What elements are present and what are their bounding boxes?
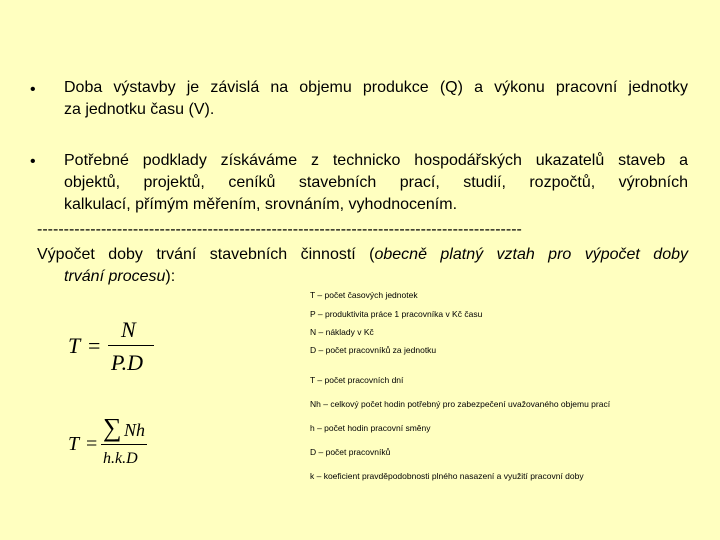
- note-1-d: D – počet pracovníků za jednotku: [310, 345, 437, 355]
- separator-line: -------------------------------------------------------------------------------------------: [37, 221, 522, 238]
- bullet-2-line-1: Potřebné podklady získáváme z technicko hospodářských ukazatelů staveb a: [64, 152, 688, 169]
- formula-1-equals: =: [88, 333, 101, 358]
- heading-text: Výpočet doby trvání stavebních činností (: [37, 246, 375, 263]
- bullet-text-1: [64, 77, 688, 121]
- bullet-1-line-2: za jednotku času (V).: [64, 101, 215, 118]
- formula-2-denominator: h.k.D: [103, 450, 138, 467]
- note-1-p: P – produktivita práce 1 pracovníka v Kč času: [310, 309, 483, 319]
- formula-1-denominator: P.D: [111, 350, 143, 375]
- formula-2-fraction-bar: [101, 444, 147, 445]
- heading-italic-2: trvání procesu: [64, 268, 166, 285]
- heading-suffix: ):: [165, 268, 176, 285]
- formula-1-numerator: N: [121, 317, 136, 342]
- bullet-1-line-1: Doba výstavby je závislá na objemu produkce (Q) a výkonu pracovní jednotky: [64, 79, 688, 96]
- bullet-2-line-3: kalkulací, přímým měřením, srovnáním, vyhodnocením.: [64, 196, 458, 213]
- formula-1-lhs: T: [68, 333, 81, 358]
- bullet-marker-2: •: [30, 153, 36, 170]
- formula-1-fraction-bar: [108, 345, 154, 346]
- note-2-k: k – koeficient pravděpodobnosti plného nasazení a využití pracovní doby: [310, 471, 584, 481]
- note-1-t: T – počet časových jednotek: [310, 290, 418, 300]
- formula-2-lhs: T: [68, 433, 80, 455]
- note-1-n: N – náklady v Kč: [310, 327, 374, 337]
- note-2-h: h – počet hodin pracovní směny: [310, 423, 431, 433]
- bullet-text-2: [64, 150, 688, 216]
- note-2-t: T – počet pracovních dní: [310, 375, 404, 385]
- formula-2-equals: =: [86, 433, 98, 455]
- formula-2-sigma: ∑: [103, 413, 122, 442]
- note-2-nh: Nh – celkový počet hodin potřebný pro zabezpečení uvažovaného objemu prací: [310, 399, 611, 409]
- section-heading: [37, 244, 688, 288]
- bullet-2-line-2: objektů, projektů, ceníků stavebních prací, studií, rozpočtů, výrobních: [64, 174, 688, 191]
- note-2-d: D – počet pracovníků: [310, 447, 391, 457]
- heading-italic-1: obecně platný vztah pro výpočet doby: [374, 246, 688, 263]
- formula-2-numerator: Nh: [124, 420, 146, 440]
- bullet-marker-1: •: [30, 81, 36, 98]
